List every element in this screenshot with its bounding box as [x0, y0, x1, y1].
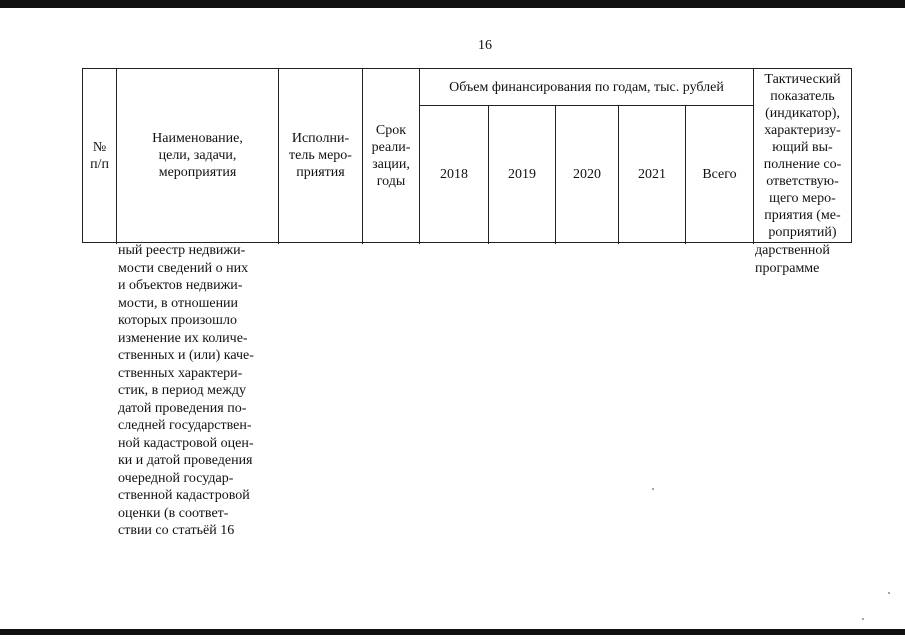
scan-speck	[652, 488, 654, 490]
header-year-2020: 2020	[573, 166, 601, 182]
indicator-continuation-text: дарственной программе	[755, 243, 830, 276]
header-year-2021: 2021	[638, 166, 666, 182]
header-indicator: Тактический показатель (индикатор), характеризу- ющий вы- полнение со- ответствую- щего меро- приятия (ме- роприятий)	[763, 71, 842, 240]
header-year-2019: 2019	[508, 166, 536, 182]
header-financing: Объем финансирования по годам, тыс. рублей	[449, 79, 724, 95]
bottom-border-bar	[0, 629, 905, 635]
header-term: Срок реали- зации, годы	[371, 122, 411, 189]
header-num: № п/п	[90, 139, 109, 172]
table-header	[82, 68, 852, 243]
top-border-bar	[0, 0, 905, 8]
scan-speck	[888, 592, 890, 594]
header-year-2018: 2018	[440, 166, 468, 182]
header-name: Наименование, цели, задачи, мероприятия	[152, 131, 243, 180]
name-continuation-text: ный реестр недвижи- мости сведений о них и объектов недвижи- мости, в отношении которых произошло изменение их количе- ственных и (или) каче- ственных характери- стик, в период между датой проведения по- следней государствен- ной кадастровой оцен- ки и датой проведения очередной государ- ственной кадастровой оценки (в соответ- ствии со статьёй 16	[118, 243, 254, 538]
header-executor: Исполни- тель меро- приятия	[289, 131, 352, 180]
page-number: 16	[478, 38, 492, 53]
scan-speck	[862, 618, 864, 620]
header-total: Всего	[702, 166, 737, 182]
